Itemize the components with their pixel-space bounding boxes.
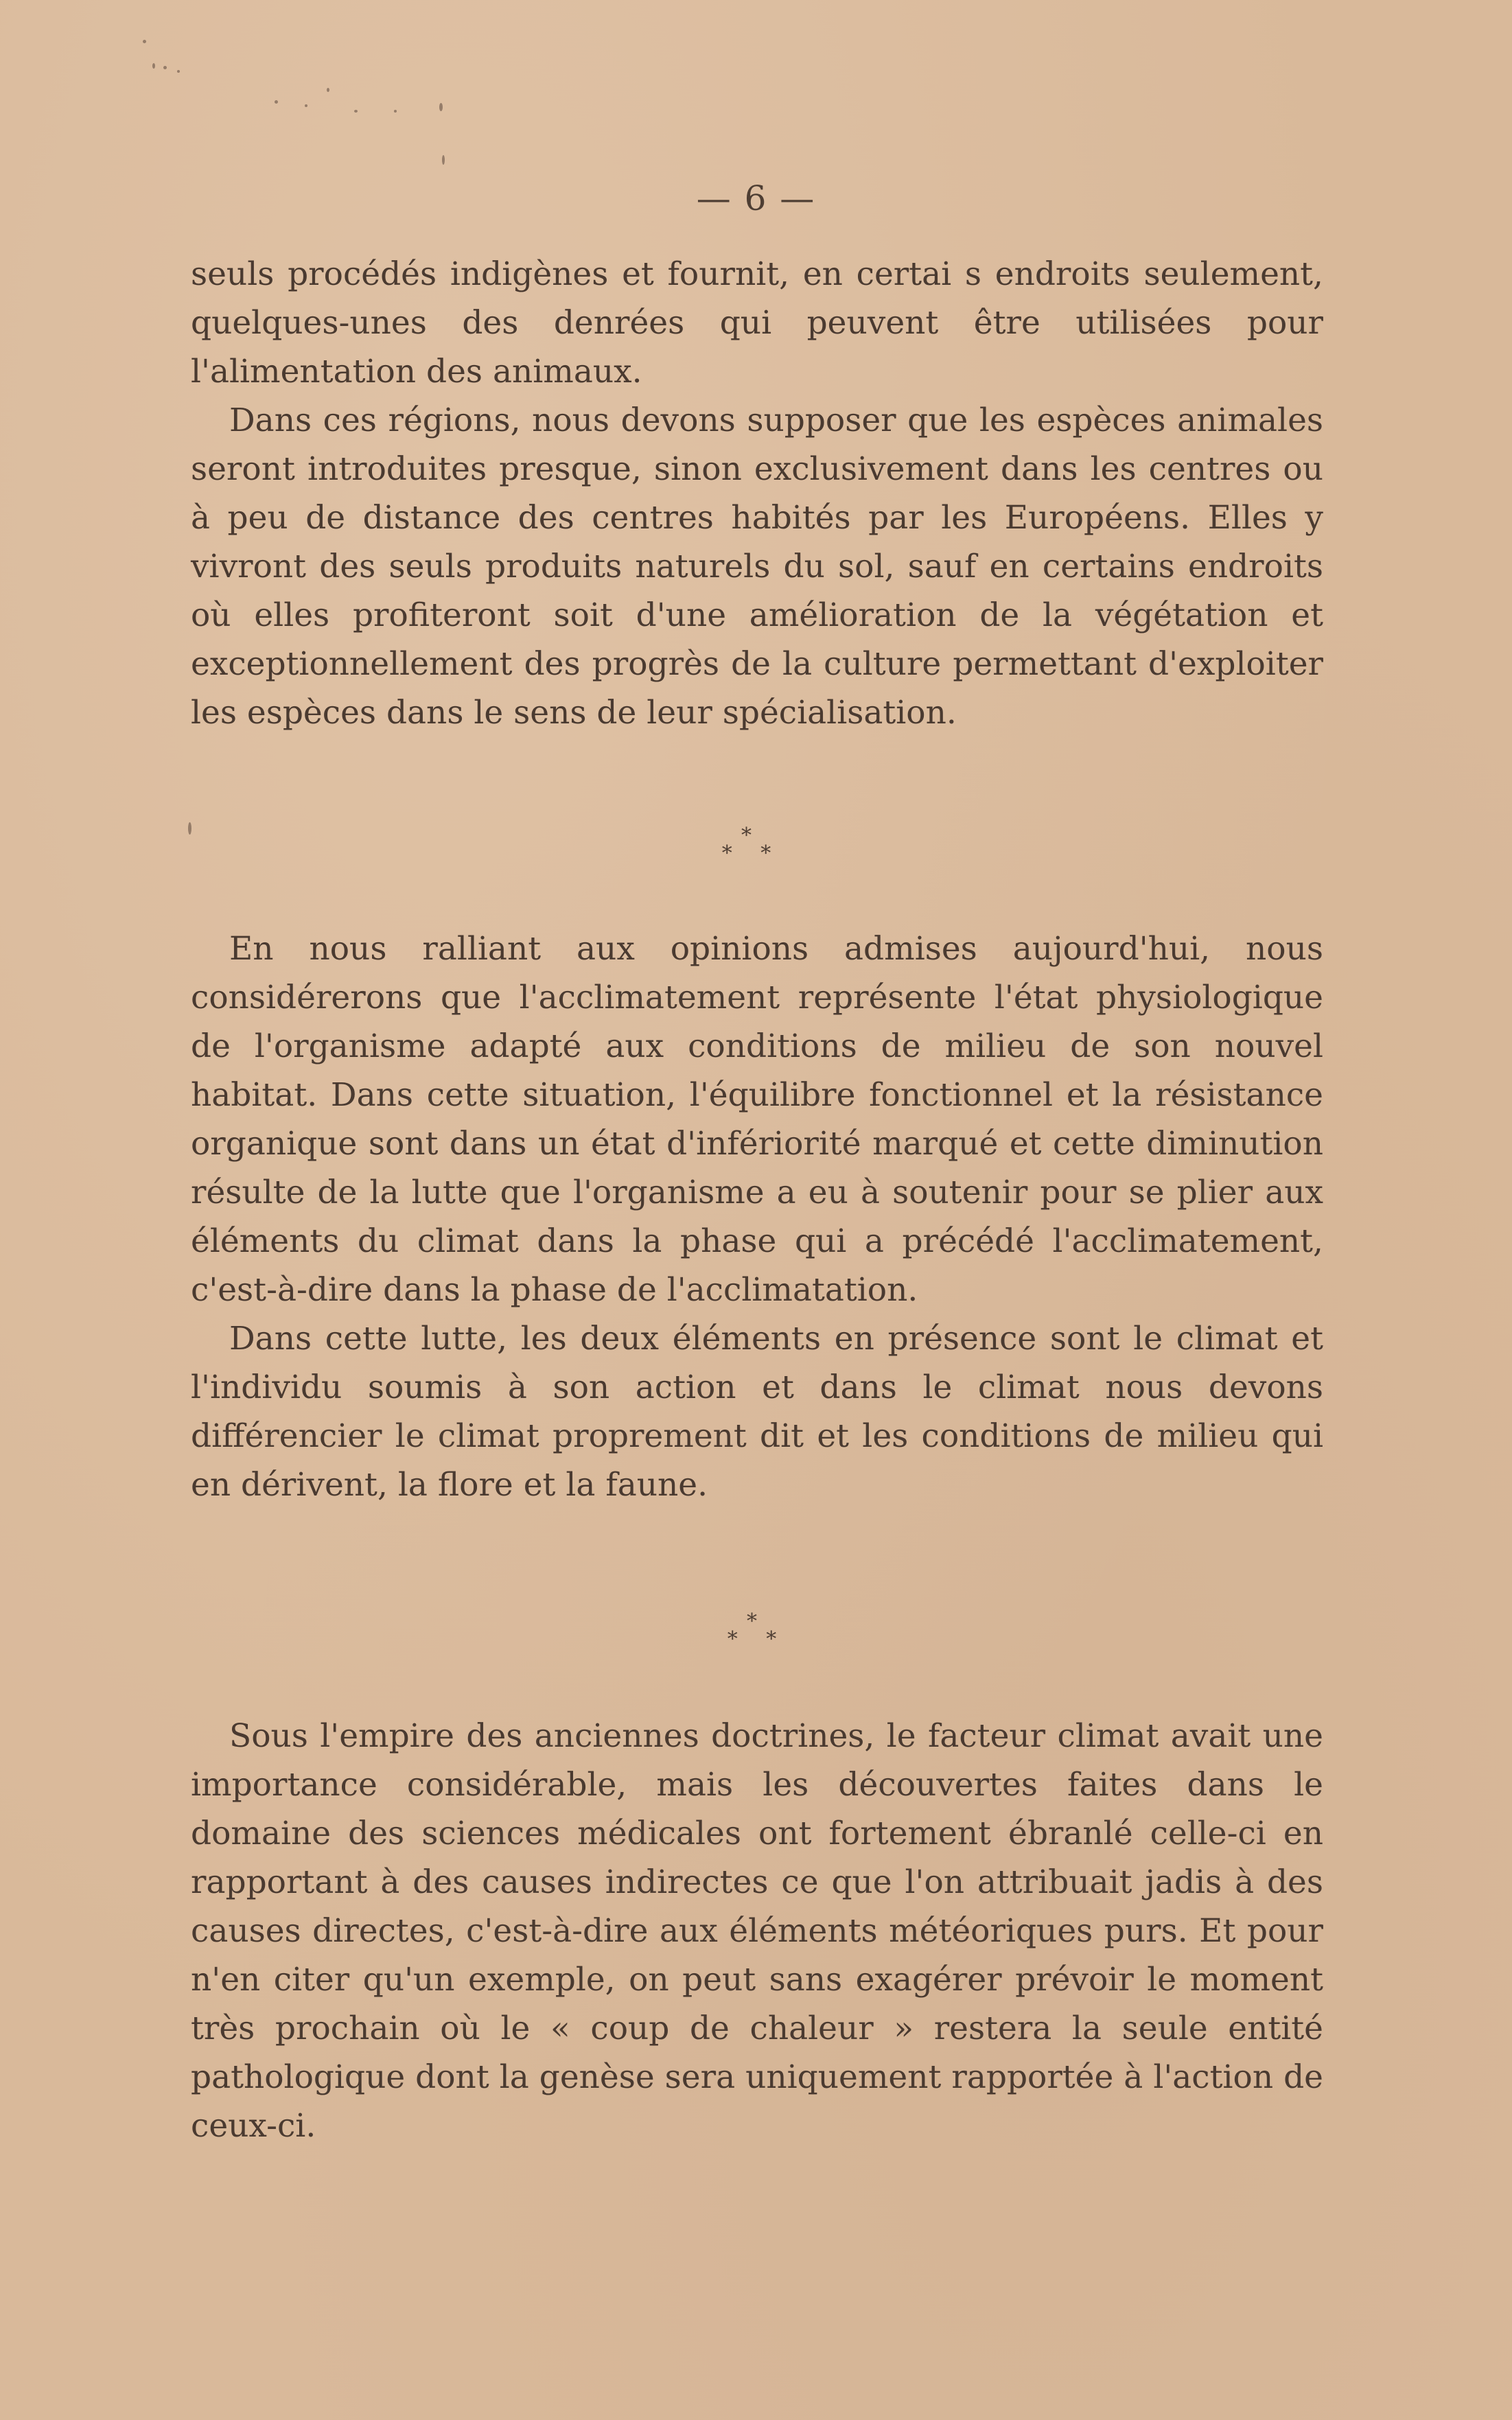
scan-speck (439, 103, 443, 111)
scan-speck (354, 110, 358, 113)
scan-speck (163, 66, 167, 69)
scan-speck (275, 100, 278, 104)
paragraph: Sous l'empire des anciennes doctrines, le facteur climat avait une importance considérable, mais les découvertes faites dans le domaine des sciences médicales ont fortement ébranlé celle-ci en rapportant à des causes indirectes ce que l'on attribuait jadis à des causes directes, c'est-à-dire aux éléments météoriques purs. Et pour n'en citer qu'un exemple, on peut sans exagérer prévoir le moment très prochain où le « coup de chaleur » restera la seule entité pathologique dont la genèse sera uniquement rapportée à l'action de ceux-ci. (191, 1717, 1323, 2145)
asterism-bottom: * * (721, 841, 782, 865)
scan-speck (442, 155, 445, 165)
page-number: — 6 — (696, 178, 816, 218)
text-section-1 (191, 250, 1323, 737)
asterism-top: * (741, 824, 752, 848)
text-section-3 (191, 1712, 1323, 2150)
scan-speck (177, 70, 180, 73)
asterism-top: * (747, 1609, 757, 1633)
section-break-asterism (0, 824, 1502, 865)
paragraph: Dans ces régions, nous devons supposer que les espèces animales seront introduites presque, sinon exclusivement dans les centres ou à peu de distance des centres habités par les Européens. Elles y vivront des seuls produits naturels du sol, sauf en certains endroits où elles profiteront soit d'une amélioration de la végétation et exceptionnellement des progrès de la culture permettant d'exploiter les espèces dans le sens de leur spécialisation. (191, 402, 1323, 732)
scan-speck (394, 110, 397, 113)
scan-speck (305, 104, 307, 107)
paragraph: seuls procédés indigènes et fournit, en certai s endroits seulement, quelques-unes des denrées qui peuvent être utilisées pour l'alimentation des animaux. (191, 255, 1323, 391)
asterism-bottom: * * (727, 1627, 788, 1651)
paragraph: Dans cette lutte, les deux éléments en présence sont le climat et l'individu soumis à son action et dans le climat nous devons différencier le climat proprement dit et les conditions de milieu qui en dérivent, la flore et la faune. (191, 1320, 1323, 1504)
scan-speck (327, 88, 329, 92)
scan-speck (143, 40, 146, 43)
paragraph: En nous ralliant aux opinions admises aujourd'hui, nous considérerons que l'acclimatement représente l'état physiologique de l'organisme adapté aux conditions de milieu de son nouvel habitat. Dans cette situation, l'équilibre fonctionnel et la résistance organique sont dans un état d'infériorité marqué et cette diminution résulte de la lutte que l'organisme a eu à soutenir pour se plier aux éléments du climat dans la phase qui a précédé l'acclimatement, c'est-à-dire dans la phase de l'acclimatation. (191, 930, 1323, 1309)
text-section-2 (191, 924, 1323, 1509)
section-break-asterism (0, 1609, 1508, 1651)
scan-speck (152, 63, 155, 69)
